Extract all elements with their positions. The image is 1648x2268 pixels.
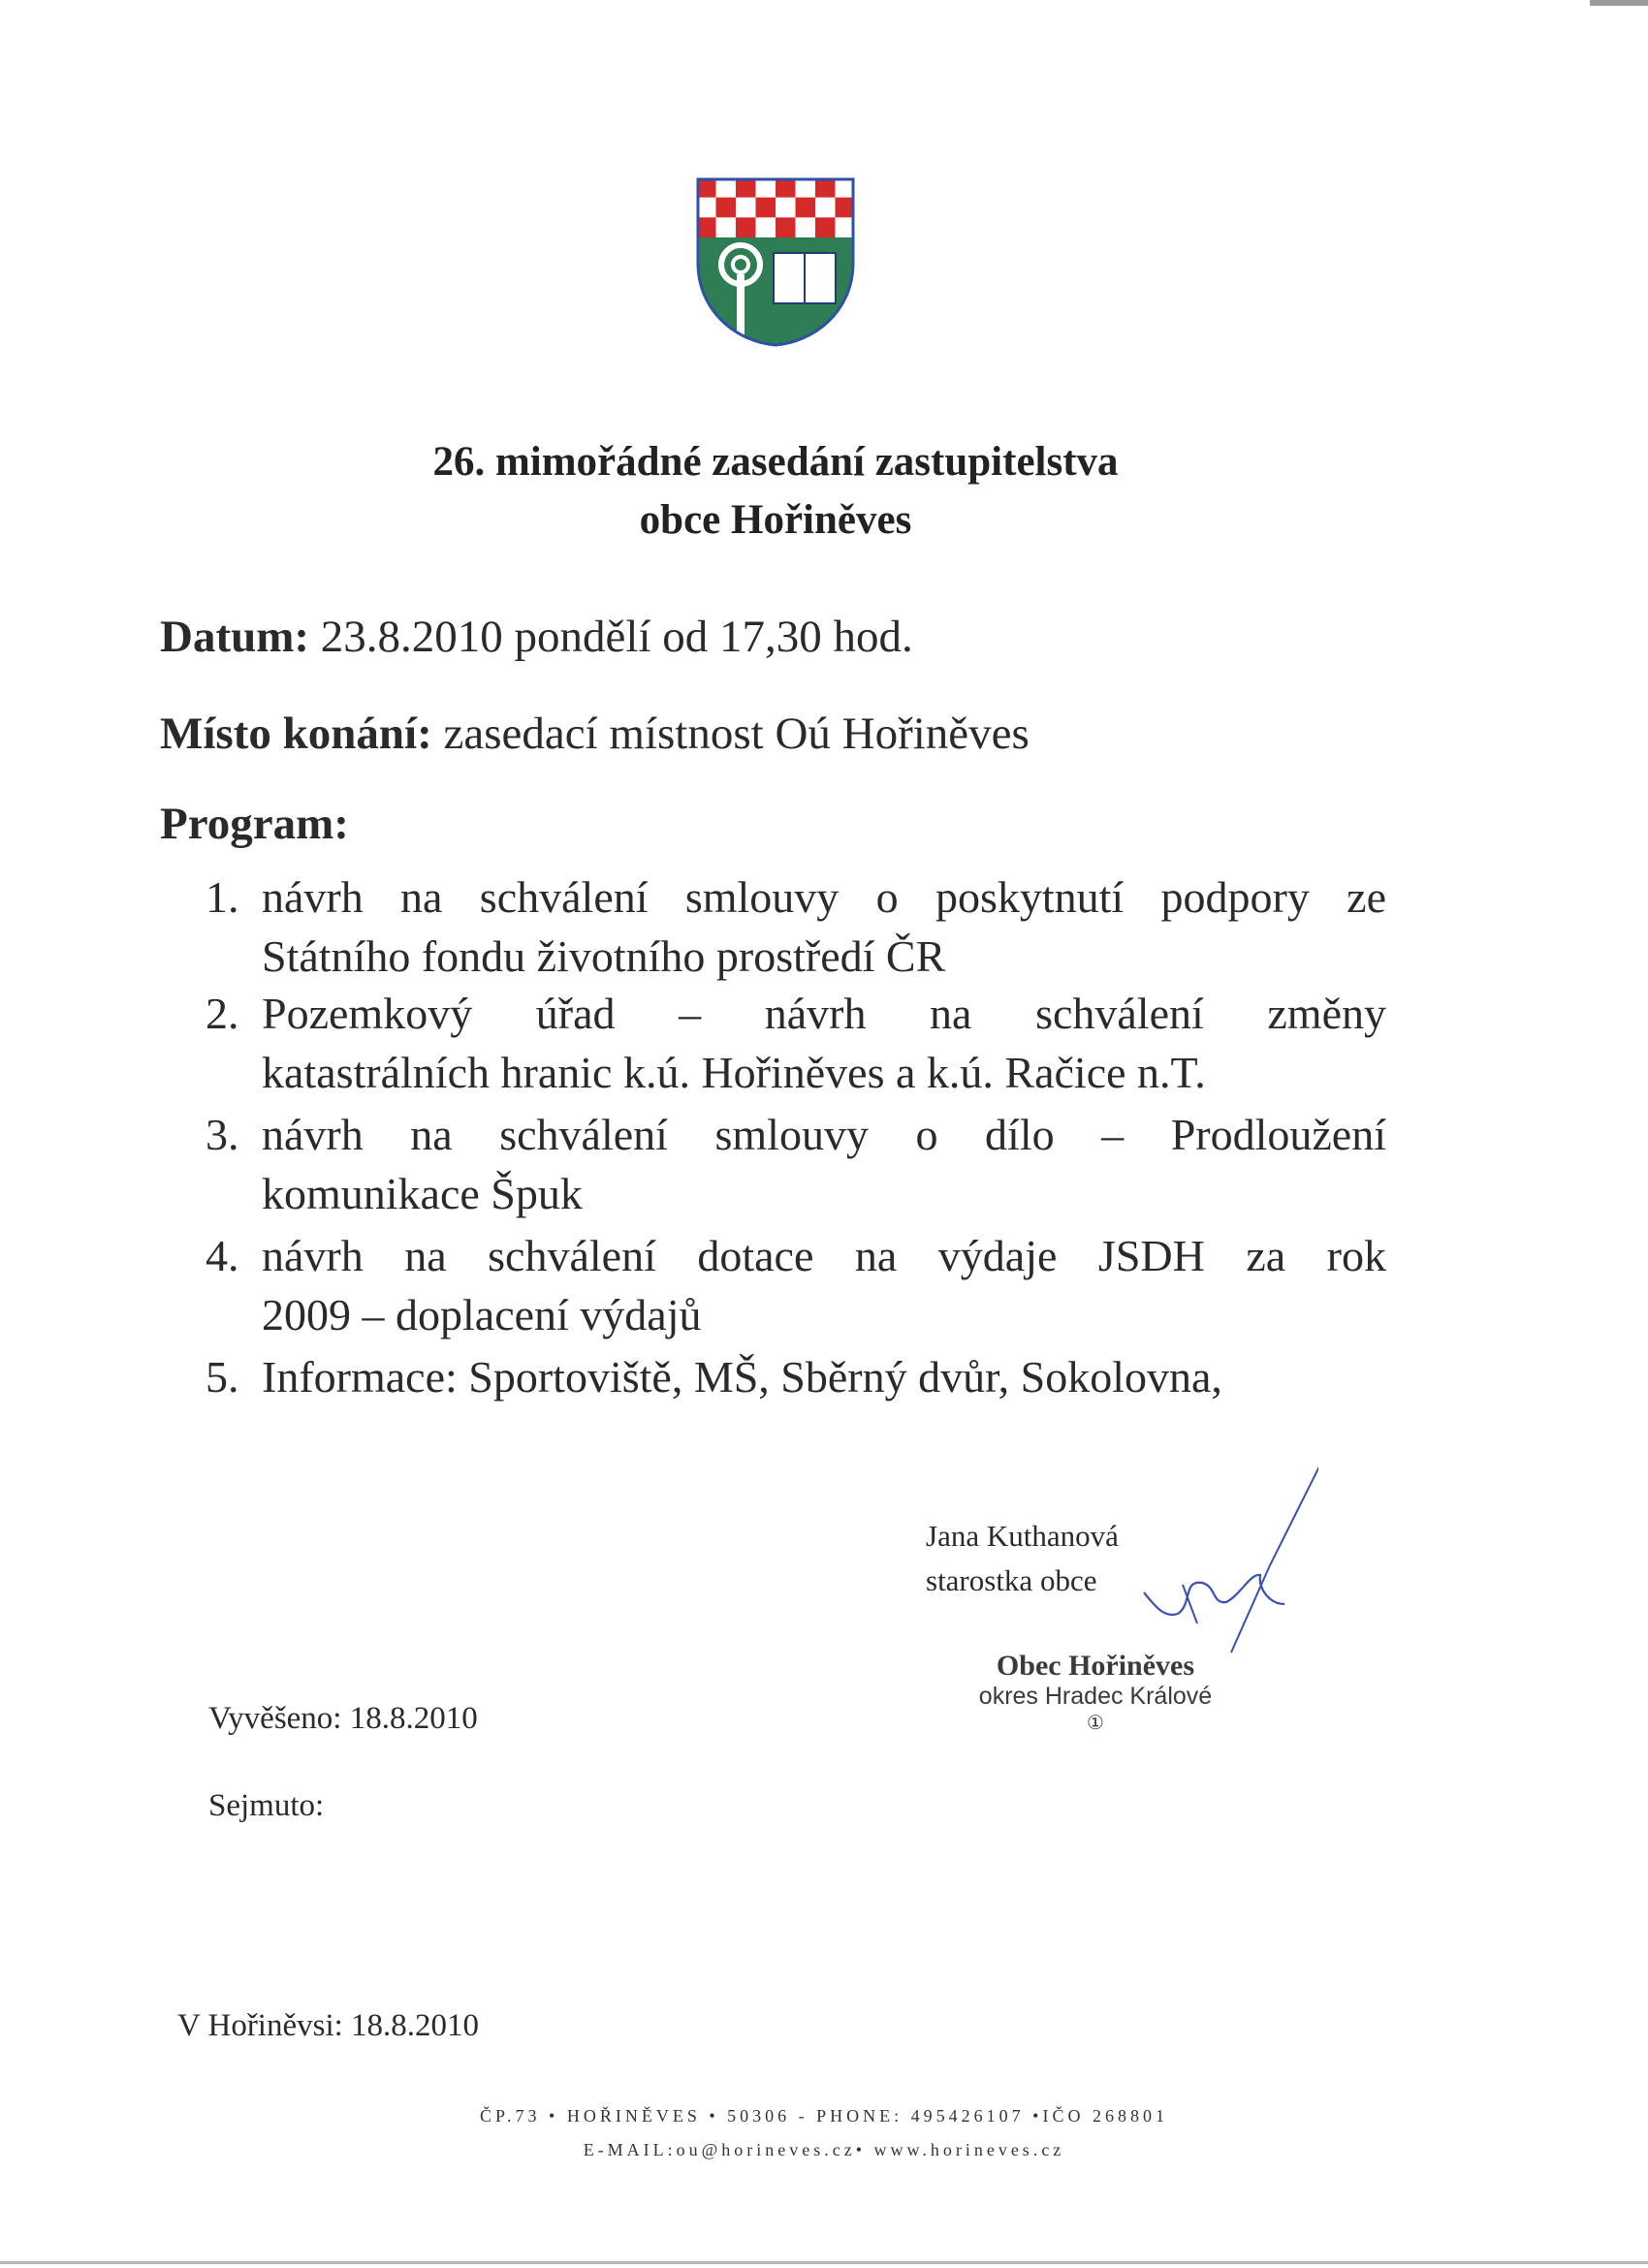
crest-check xyxy=(756,198,776,218)
official-stamp xyxy=(955,1650,1236,1735)
program-item-text xyxy=(262,1347,1386,1406)
removed-date: Sejmuto: xyxy=(208,1788,325,1823)
place-and-date: V Hořiněvsi: 18.8.2010 xyxy=(177,2008,480,2043)
date-row xyxy=(160,611,913,663)
crest-check xyxy=(776,217,796,237)
scan-edge-mark xyxy=(1590,0,1648,6)
scan-edge-mark xyxy=(0,2261,1648,2264)
posted-date: Vyvěšeno: 18.8.2010 xyxy=(208,1701,478,1736)
program-item-line: katastrálních hranic k.ú. Hořiněves a k.ú. Račice n.T. xyxy=(262,1048,1206,1097)
venue-label: Místo konání: xyxy=(160,709,432,759)
program-item-text xyxy=(262,1226,1386,1344)
crest-check xyxy=(716,198,737,218)
venue-row xyxy=(160,708,1030,760)
signatory-role: starostka obce xyxy=(926,1563,1097,1597)
program-item-line: Pozemkový úřad – návrh na schválení změny xyxy=(262,989,1386,1038)
document-title-line1: 26. mimořádné zasedání zastupitelstva xyxy=(432,439,1119,485)
footer-contact: E-MAIL:ou@horineves.cz• www.horineves.cz xyxy=(583,2140,1065,2159)
document-title-line2: obce Hořiněves xyxy=(639,497,912,543)
program-item-number: 5. xyxy=(206,1352,239,1402)
program-item-text xyxy=(262,984,1386,1102)
program-item-number: 3. xyxy=(206,1110,239,1159)
program-item-line: Informace: Sportoviště, MŠ, Sběrný dvůr, Sokolovna, xyxy=(262,1352,1222,1402)
stamp-district: okres Hradec Králové xyxy=(978,1683,1213,1710)
signatory-block xyxy=(926,1514,1119,1603)
signatory-name: Jana Kuthanová xyxy=(926,1519,1119,1553)
program-item-number: 1. xyxy=(206,872,239,922)
program-item-line: Státního fondu životního prostředí ČR xyxy=(262,931,946,981)
program-heading: Program: xyxy=(160,799,349,849)
crest-check xyxy=(736,217,756,237)
crest-check xyxy=(815,217,836,237)
program-item-line: komunikace Špuk xyxy=(262,1169,583,1218)
crest-check xyxy=(796,198,816,218)
program-item-text xyxy=(262,1105,1386,1223)
program-item-line: návrh na schválení smlouvy o dílo – Prodloužení xyxy=(262,1110,1386,1159)
coat-of-arms-icon xyxy=(696,177,855,347)
program-item-line: návrh na schválení dotace na výdaje JSDH za rok xyxy=(262,1231,1386,1280)
program-item-text xyxy=(262,867,1386,986)
program-item-line: 2009 – doplacení výdajů xyxy=(262,1290,702,1339)
handwritten-signature-icon xyxy=(1125,1459,1318,1672)
footer-address: ČP.73 • HOŘINĚVES • 50306 - PHONE: 495426107 •IČO 268801 xyxy=(480,2106,1168,2126)
venue-value: zasedací místnost Oú Hořiněves xyxy=(443,709,1030,759)
program-item-number: 4. xyxy=(206,1231,239,1280)
stamp-number: ① xyxy=(1087,1713,1104,1734)
program-item-number: 2. xyxy=(206,989,239,1038)
stamp-municipality: Obec Hořiněves xyxy=(996,1650,1195,1682)
program-item-line: návrh na schválení smlouvy o poskytnutí podpory ze xyxy=(262,872,1386,922)
date-label: Datum: xyxy=(160,612,310,662)
date-value: 23.8.2010 pondělí od 17,30 hod. xyxy=(320,612,913,662)
